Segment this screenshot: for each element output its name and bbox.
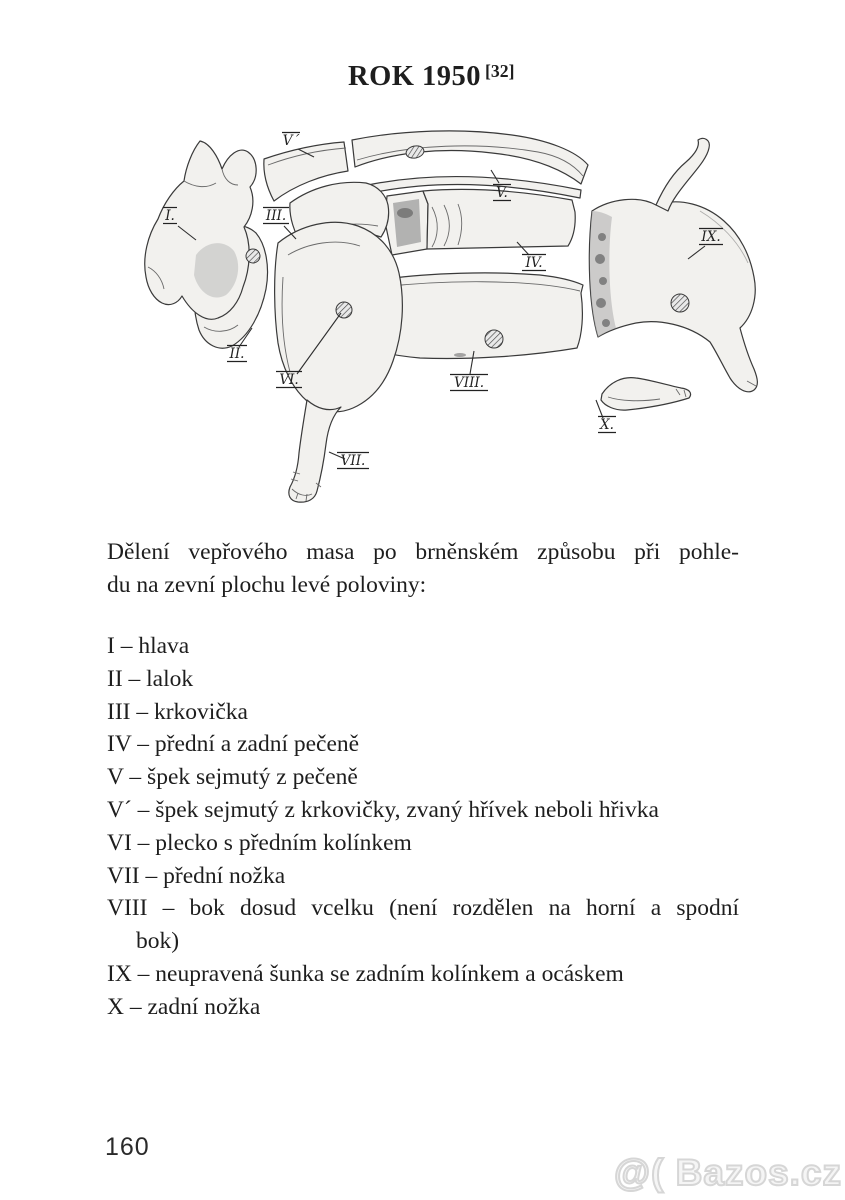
svg-text:VI.: VI. bbox=[279, 372, 299, 388]
ham-IX bbox=[589, 199, 757, 391]
svg-text:IX.: IX. bbox=[701, 229, 721, 245]
list-item: V – špek sejmutý z pečeně bbox=[107, 764, 358, 791]
pig-cuts-svg bbox=[140, 127, 772, 505]
figure-label-X bbox=[598, 417, 616, 434]
svg-text:I.: I. bbox=[165, 208, 175, 224]
list-item: IX – neupravená šunka se zadním kolínkem a ocáskem bbox=[107, 960, 624, 987]
loin-marrow bbox=[397, 208, 413, 218]
intro-paragraph bbox=[107, 536, 739, 602]
title-citation: [32] bbox=[485, 61, 515, 81]
figure-label-II bbox=[227, 346, 247, 363]
svg-text:VIII.: VIII. bbox=[453, 375, 485, 391]
list-item: III – krkovička bbox=[107, 698, 248, 725]
list-item: IV – přední a zadní pečeně bbox=[107, 731, 360, 758]
list-item: VI – plecko s předním kolínkem bbox=[107, 829, 412, 856]
list-item: VIII – bok dosud vcelku (není rozdělen na horní a spodní bbox=[107, 895, 739, 922]
intro-line: Dělení vepřového masa po brněnském způsobu při pohle- bbox=[107, 539, 739, 565]
svg-text:VII.: VII. bbox=[340, 453, 366, 469]
page-title bbox=[348, 61, 514, 93]
tail bbox=[656, 138, 709, 211]
list-item: X – zadní nožka bbox=[107, 993, 261, 1020]
svg-text:III.: III. bbox=[265, 208, 287, 224]
list-item-continuation: bok) bbox=[136, 928, 180, 955]
figure-label-VII bbox=[337, 453, 369, 470]
pig-cuts-illustration bbox=[140, 127, 772, 505]
cuts-list bbox=[107, 630, 739, 1024]
intro-line: du na zevní plochu levé poloviny: bbox=[107, 571, 427, 598]
svg-text:IV.: IV. bbox=[525, 255, 543, 271]
hind-foot-X bbox=[601, 378, 691, 411]
svg-text:V´: V´ bbox=[282, 133, 300, 149]
figure-label-VI bbox=[276, 372, 302, 389]
backfat-strip-V bbox=[352, 131, 588, 184]
figure-label-III bbox=[263, 208, 289, 225]
svg-text:II.: II. bbox=[229, 346, 245, 362]
svg-text:X.: X. bbox=[600, 417, 614, 433]
figure-label-IV bbox=[522, 255, 546, 272]
loin-cube-shading bbox=[393, 199, 421, 247]
stamp-jowl bbox=[246, 249, 260, 263]
figure-label-VIII bbox=[450, 375, 488, 392]
belly-smudge bbox=[454, 353, 466, 357]
list-item: I – hlava bbox=[107, 633, 190, 659]
page-number: 160 bbox=[105, 1133, 150, 1161]
stamp-ham bbox=[671, 294, 689, 312]
svg-text:V.: V. bbox=[496, 185, 508, 201]
watermark-bazos: @( Bazos.cz bbox=[613, 1152, 842, 1193]
title-text: ROK 1950 bbox=[348, 61, 482, 92]
figure-label-IX bbox=[699, 229, 723, 246]
figure-label-Vprime bbox=[282, 133, 300, 150]
list-item: II – lalok bbox=[107, 665, 194, 692]
list-item: VII – přední nožka bbox=[107, 862, 286, 889]
stamp-shoulder bbox=[336, 302, 352, 318]
stamp-belly bbox=[485, 330, 503, 348]
list-item: V´ – špek sejmutý z krkovičky, zvaný hřívek neboli hřivka bbox=[107, 796, 659, 823]
head-I bbox=[145, 141, 256, 319]
front-leg-VII bbox=[289, 400, 341, 502]
